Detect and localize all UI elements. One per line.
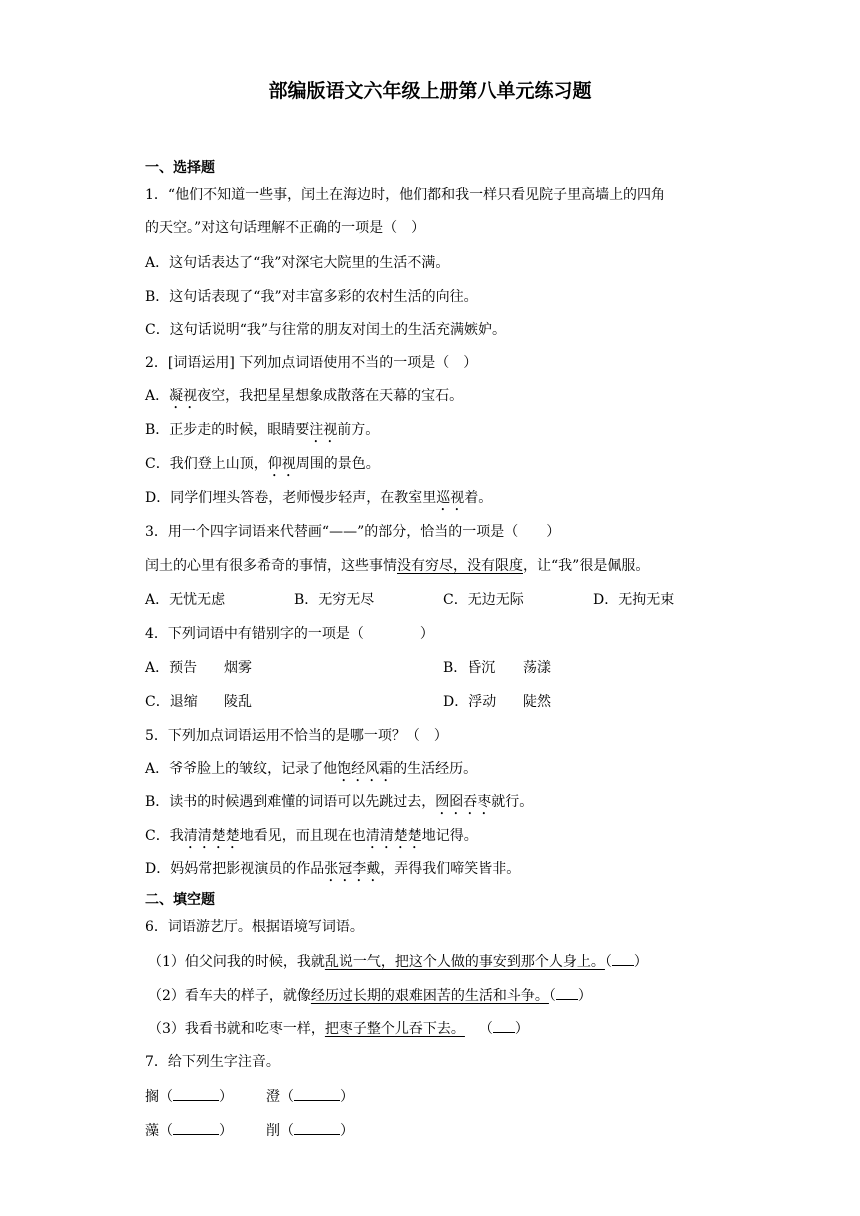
- q7-1-answer-blank[interactable]: [173, 1086, 219, 1101]
- q5-b-rest: 就行。: [491, 794, 534, 810]
- q5-option-a: [145, 759, 477, 785]
- q7-3-paren-close: ）: [219, 1123, 233, 1139]
- q6-3-answer-blank[interactable]: [493, 1018, 515, 1033]
- q6-item-3: [148, 1018, 529, 1039]
- q6-3-underlined: 把枣子整个儿吞下去。: [324, 1021, 465, 1037]
- q7-item-2: [266, 1086, 354, 1107]
- page-title: 部编版语文六年级上册第八单元练习题: [268, 80, 592, 102]
- q2-c-rest: 周围的景色。: [295, 456, 380, 472]
- q2-c-prefix: C．我们登上山顶，: [145, 456, 268, 472]
- q2-a-rest: 夜空，我把星星想象成散落在天幕的宝石。: [197, 388, 464, 404]
- q1-stem-line1: 1．“他们不知道一些事，闰土在海边时，他们都和我一样只看见院子里高墙上的四角: [145, 187, 666, 203]
- q3-stem: 3．用一个四字词语来代替画“——”的部分，恰当的一项是（ ）: [145, 524, 561, 540]
- q6-1-prefix: （1）伯父问我的时候，我就: [148, 954, 325, 970]
- q5-c-prefix: C．我: [145, 828, 184, 844]
- q5-option-d: [145, 859, 520, 885]
- q2-d-prefix: D．同学们埋头答卷，老师慢步轻声，在教室里: [145, 490, 437, 506]
- q5-a-dotted-word: 饱经风霜: [337, 761, 394, 777]
- q3-context: [145, 556, 649, 576]
- q2-a-dotted-word: 凝视: [169, 388, 198, 404]
- q7-4-answer-blank[interactable]: [294, 1120, 340, 1135]
- q3-context-rest: ，让“我”很是佩服。: [523, 558, 650, 574]
- q7-item-3: [145, 1120, 233, 1141]
- q1-stem-line2: 的天空。”对这句话理解不正确的一项是（ ）: [145, 220, 426, 236]
- q4-option-a-word2: 烟雾: [224, 660, 252, 676]
- q7-2-paren-close: ）: [340, 1089, 354, 1105]
- q5-stem: 5．下列加点词语运用不恰当的是哪一项？（ ）: [145, 728, 448, 744]
- q6-1-paren-close: ）: [633, 954, 648, 970]
- q3-option-d: D．无拘无束: [593, 592, 675, 608]
- q2-d-rest: 着。: [464, 490, 493, 506]
- q7-item-1: [145, 1086, 233, 1107]
- q7-item-4: [266, 1120, 354, 1141]
- q2-b-prefix: B．正步走的时候，眼睛要: [145, 422, 310, 438]
- q3-option-c: C．无边无际: [443, 592, 524, 608]
- q3-context-prefix: 闰土的心里有很多希奇的事情，这些事情: [145, 558, 397, 574]
- q2-stem: 2．[词语运用] 下列加点词语使用不当的一项是（ ）: [145, 355, 478, 371]
- q5-c-dotted-word-2: 清清楚楚: [365, 828, 422, 844]
- q6-stem: 6．词语游艺厅。根据语境写词语。: [145, 919, 364, 935]
- q2-option-d: [145, 488, 492, 514]
- q6-2-paren-close: ）: [577, 988, 592, 1004]
- q6-1-underlined: 乱说一气，把这个人做的事安到那个人身上。: [324, 954, 605, 970]
- q5-option-c: [145, 826, 478, 852]
- q7-2-answer-blank[interactable]: [294, 1086, 340, 1101]
- q4-option-c-word2: 陵乱: [224, 694, 252, 710]
- q7-4-paren-close: ）: [340, 1123, 354, 1139]
- q6-3-paren-close: ）: [514, 1021, 529, 1037]
- q5-d-rest: ，弄得我们啼笑皆非。: [380, 861, 521, 877]
- q2-option-c: [145, 454, 380, 480]
- q1-option-a: A．这句话表达了“我”对深宅大院里的生活不满。: [145, 255, 450, 271]
- q4-option-a-word1: A．预告: [145, 660, 198, 676]
- q2-a-prefix: A．: [145, 388, 170, 404]
- q7-2-paren-open: （: [280, 1089, 294, 1105]
- q5-d-prefix: D．妈妈常把影视演员的作品: [145, 861, 325, 877]
- q7-char-2: 澄: [266, 1089, 280, 1105]
- q5-c-middle: 地看见，而且现在也: [239, 828, 366, 844]
- q2-d-dotted-word: 巡视: [436, 490, 465, 506]
- q7-1-paren-close: ）: [219, 1089, 233, 1105]
- q4-option-b-word1: B．昏沉: [443, 660, 496, 676]
- section-heading-fill: 二、填空题: [145, 892, 215, 908]
- q5-a-prefix: A．爷爷脸上的皱纹，记录了他: [145, 761, 338, 777]
- q5-c-dotted-word-1: 清清楚楚: [183, 828, 240, 844]
- q3-option-b: B．无穷无尽: [294, 592, 375, 608]
- q6-item-1: [148, 951, 648, 972]
- q2-option-a: [145, 386, 463, 412]
- q7-char-3: 藻: [145, 1123, 159, 1139]
- q3-option-a: A．无忧无虑: [145, 592, 226, 608]
- q6-3-paren-open: （: [478, 1021, 493, 1037]
- q7-char-1: 搁: [145, 1089, 159, 1105]
- q5-a-rest: 的生活经历。: [393, 761, 478, 777]
- q6-2-answer-blank[interactable]: [556, 985, 578, 1000]
- q5-b-dotted-word: 囫囵吞枣: [435, 794, 492, 810]
- q7-4-paren-open: （: [280, 1123, 294, 1139]
- q6-2-underlined: 经历过长期的艰难困苦的生活和斗争。: [310, 988, 549, 1004]
- q7-stem: 7．给下列生字注音。: [145, 1054, 280, 1070]
- q3-underlined-phrase: 没有穷尽，没有限度: [397, 558, 523, 574]
- q4-option-d-word1: D．浮动: [443, 694, 497, 710]
- q2-b-dotted-word: 注视: [309, 422, 338, 438]
- q5-b-prefix: B．读书的时候遇到难懂的词语可以先跳过去，: [145, 794, 436, 810]
- q4-option-c-word1: C．退缩: [145, 694, 198, 710]
- q7-3-paren-open: （: [159, 1123, 173, 1139]
- q7-3-answer-blank[interactable]: [173, 1120, 219, 1135]
- q6-2-prefix: （2）看车夫的样子，就像: [148, 988, 311, 1004]
- q2-b-rest: 前方。: [337, 422, 380, 438]
- q7-char-4: 削: [266, 1123, 280, 1139]
- q5-c-rest: 地记得。: [421, 828, 478, 844]
- q6-2-paren-open: （: [548, 988, 556, 1004]
- q7-1-paren-open: （: [159, 1089, 173, 1105]
- q2-option-b: [145, 420, 379, 446]
- q1-option-b: B．这句话表现了“我”对丰富多彩的农村生活的向往。: [145, 289, 478, 305]
- q6-3-prefix: （3）我看书就和吃枣一样，: [148, 1021, 325, 1037]
- q4-option-d-word2: 陡然: [523, 694, 551, 710]
- q4-stem: 4．下列词语中有错别字的一项是（ ）: [145, 626, 434, 642]
- q6-item-2: [148, 985, 592, 1006]
- q1-option-c: C．这句话说明“我”与往常的朋友对闰土的生活充满嫉妒。: [145, 322, 507, 338]
- q5-d-dotted-word: 张冠李戴: [324, 861, 381, 877]
- q4-option-b-word2: 荡漾: [523, 660, 551, 676]
- q2-c-dotted-word: 仰视: [267, 456, 296, 472]
- q6-1-paren-open: （: [604, 954, 612, 970]
- q5-option-b: [145, 792, 533, 818]
- q6-1-answer-blank[interactable]: [612, 951, 634, 966]
- section-heading-choice: 一、选择题: [145, 160, 215, 176]
